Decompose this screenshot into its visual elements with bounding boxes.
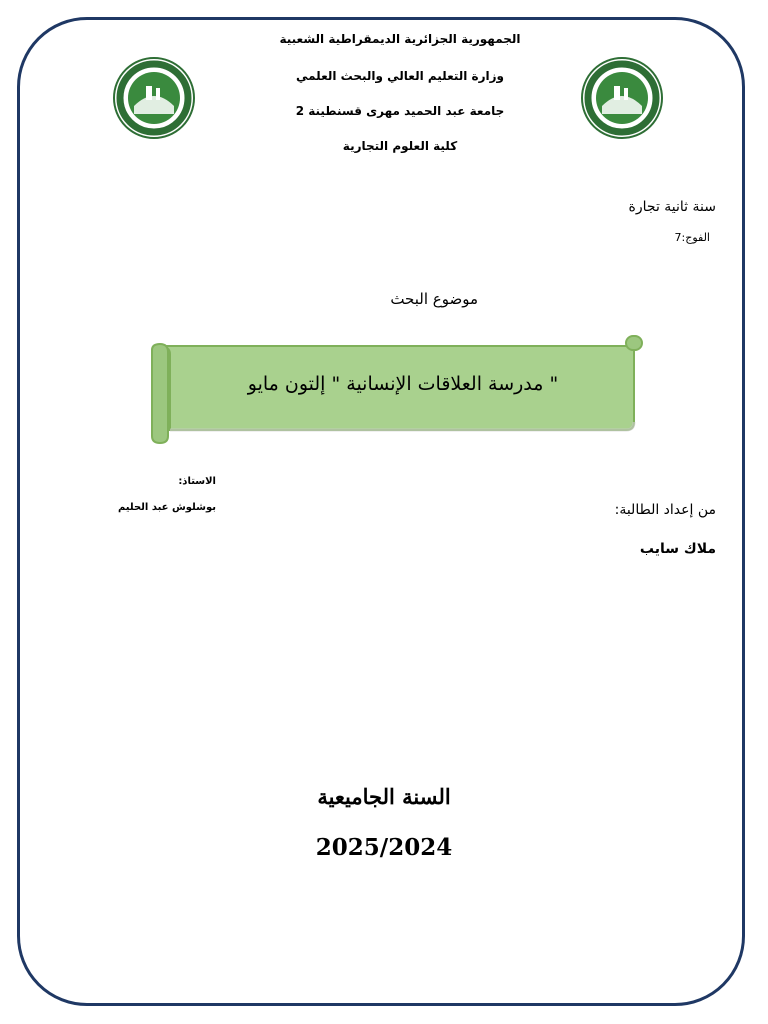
academic-year-label: السنة الجاميعية bbox=[317, 784, 451, 809]
research-title: " مدرسة العلاقات الإنسانية " إلتون مايو bbox=[247, 373, 559, 395]
university-name: جامعة عبد الحميد مهرى قسنطينة 2 bbox=[295, 104, 505, 118]
professor-name: بوشلوش عبد الحليم bbox=[117, 502, 216, 513]
topic-label: موضوع البحث bbox=[390, 290, 478, 308]
faculty-name: كلية العلوم التجارية bbox=[342, 139, 458, 153]
university-emblem-icon-left bbox=[112, 56, 196, 140]
student-label: من إعداد الطالبة: bbox=[614, 502, 716, 518]
student-name: ملاك سايب bbox=[639, 541, 716, 557]
academic-year-value: 2025/2024 bbox=[315, 834, 453, 861]
ministry-name: وزارة التعليم العالي والبحث العلمي bbox=[295, 69, 505, 83]
class-year: سنة ثانية تجارة bbox=[628, 199, 716, 215]
professor-label: الاستاذ: bbox=[178, 476, 216, 487]
group-number: الفوج:7 bbox=[674, 231, 710, 244]
republic-name: الجمهورية الجزائرية الديمقراطية الشعبية bbox=[279, 32, 521, 46]
